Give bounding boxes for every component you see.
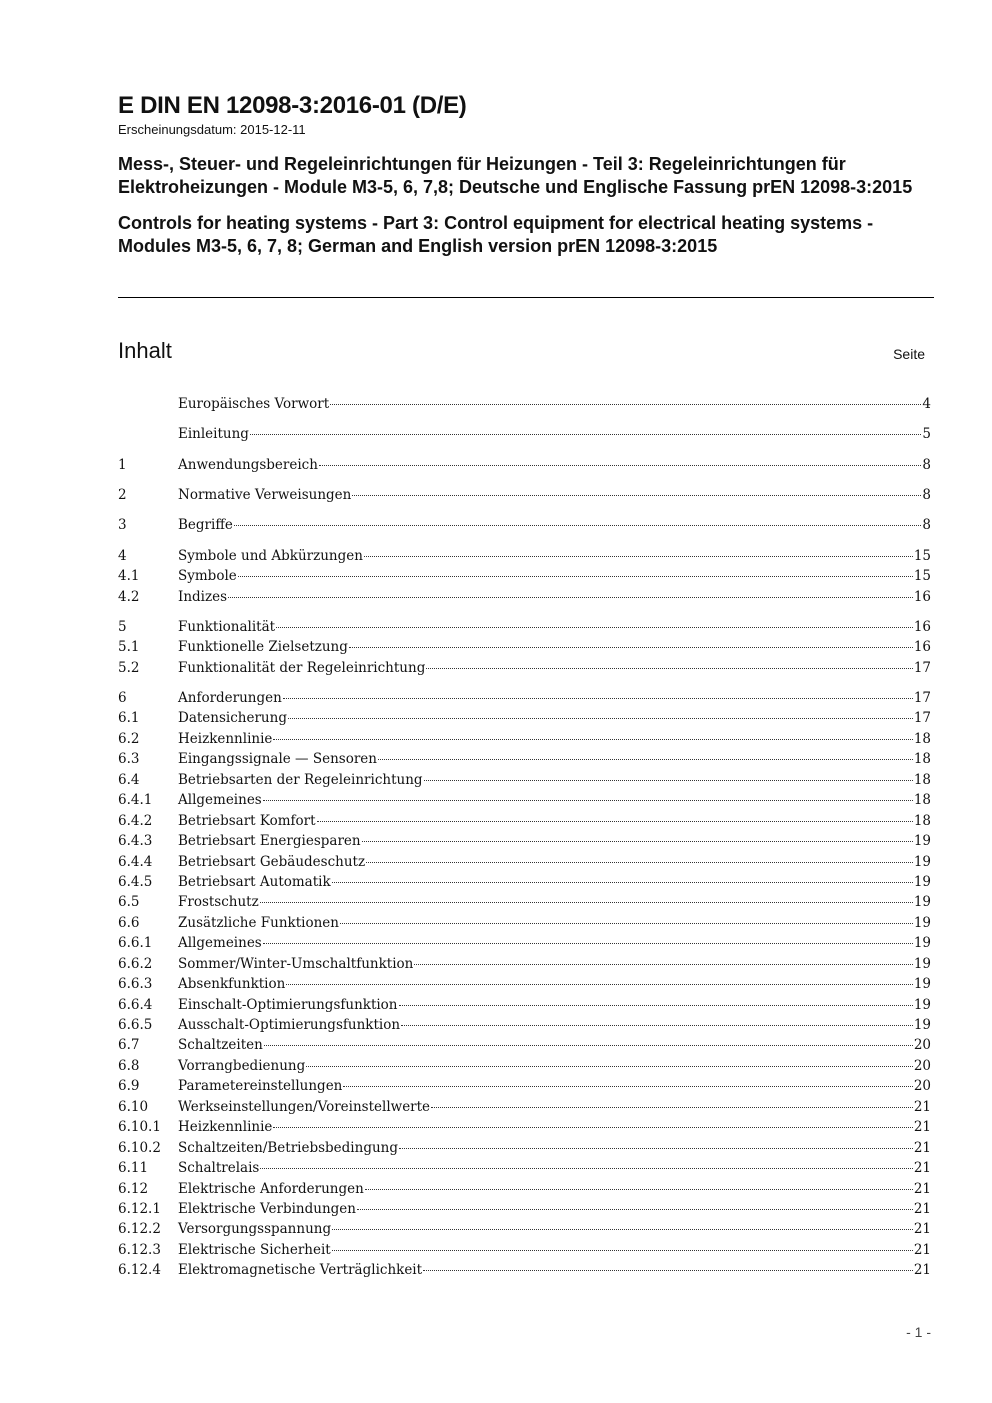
toc-entry-number: 6.4 — [118, 771, 140, 788]
contents-heading: Inhalt — [118, 338, 172, 363]
toc-entry-label: Frostschutz — [178, 894, 259, 911]
toc-entry-label: Funktionelle Zielsetzung — [178, 639, 348, 656]
toc-entry-page: 16 — [913, 618, 931, 635]
toc-entry-label: Parametereinstellungen — [178, 1078, 343, 1095]
toc-entry-page: 17 — [913, 659, 931, 676]
toc-leader-dots — [306, 1064, 913, 1067]
toc-entry[interactable] — [118, 790, 931, 810]
toc-entry[interactable] — [118, 1117, 931, 1137]
toc-entry-number: 6.4.2 — [118, 812, 153, 829]
toc-entry-label: Heizkennlinie — [178, 730, 273, 747]
toc-entry-page: 21 — [913, 1241, 931, 1258]
toc-entry-label: Versorgungsspannung — [178, 1221, 332, 1238]
toc-entry-label: Ausschalt-Optimierungsfunktion — [178, 1017, 401, 1034]
toc-entry-number: 5.1 — [118, 639, 140, 656]
toc-entry-number: 6.10.1 — [118, 1119, 161, 1136]
toc-entry-page: 8 — [922, 456, 931, 473]
toc-entry-label: Eingangssignale — Sensoren — [178, 751, 377, 768]
toc-entry-page: 17 — [913, 690, 931, 707]
toc-entry-label: Heizkennlinie — [178, 1119, 273, 1136]
toc-leader-dots — [273, 737, 912, 740]
toc-entry-label: Elektrische Anforderungen — [178, 1180, 364, 1197]
toc-entry-label: Symbole — [178, 568, 237, 585]
toc-leader-dots — [332, 1248, 913, 1251]
english-title: Controls for heating systems - Part 3: Control equipment for electrical heating systems - Modules M3-5, 6, 7, 8; German and English version prEN 12098-3:2015 — [118, 213, 874, 256]
toc-entry-number: 6.7 — [118, 1037, 140, 1054]
toc-entry-number: 6.3 — [118, 751, 140, 768]
toc-entry[interactable] — [118, 749, 931, 769]
toc-entry-page: 21 — [913, 1160, 931, 1177]
toc-entry-label: Schaltzeiten — [178, 1037, 263, 1054]
toc-entry[interactable] — [118, 1219, 931, 1239]
toc-entry-page: 20 — [913, 1057, 931, 1074]
toc-entry-label: Betriebsart Energiesparen — [178, 833, 361, 850]
toc-leader-dots — [343, 1084, 912, 1087]
toc-entry-number: 6.12.3 — [118, 1241, 161, 1258]
toc-leader-dots — [286, 982, 912, 985]
toc-entry-number: 5.2 — [118, 659, 140, 676]
toc-leader-dots — [365, 1187, 913, 1190]
toc-entry[interactable] — [118, 617, 931, 637]
toc-leader-dots — [330, 402, 921, 405]
toc-entry-label: Betriebsart Gebäudeschutz — [178, 853, 366, 870]
toc-entry-label: Indizes — [178, 588, 228, 605]
toc-entry-number: 6.12.4 — [118, 1262, 161, 1279]
toc-entry-label: Allgemeines — [178, 792, 262, 809]
toc-entry-page: 19 — [913, 976, 931, 993]
toc-entry[interactable] — [118, 1158, 931, 1178]
document-header — [118, 92, 934, 258]
toc-entry-label: Werkseinstellungen/Voreinstellwerte — [178, 1098, 431, 1115]
toc-entry[interactable] — [118, 1097, 931, 1117]
toc-leader-dots — [288, 716, 913, 719]
toc-entry-number: 6.10 — [118, 1098, 149, 1115]
toc-entry[interactable] — [118, 708, 931, 728]
toc-entry-number: 6.9 — [118, 1078, 140, 1095]
toc-entry-page: 19 — [913, 873, 931, 890]
toc-entry-page: 15 — [913, 568, 931, 585]
toc-entry[interactable] — [118, 811, 931, 831]
toc-entry-label: Anwendungsbereich — [178, 456, 318, 473]
toc-entry-label: Vorrangbedienung — [178, 1057, 306, 1074]
toc-entry-number: 6.12.2 — [118, 1221, 161, 1238]
toc-entry-page: 8 — [922, 486, 931, 503]
toc-entry-number: 6.5 — [118, 894, 140, 911]
toc-entry-page: 19 — [913, 894, 931, 911]
toc-entry[interactable] — [118, 729, 931, 749]
toc-entry[interactable] — [118, 515, 931, 535]
toc-entry-number: 6.6.1 — [118, 935, 153, 952]
toc-entry-number: 6.4.4 — [118, 853, 153, 870]
toc-entry-page: 19 — [913, 955, 931, 972]
page-column-heading: Seite — [893, 346, 925, 362]
toc-leader-dots — [250, 432, 921, 435]
page-number: - 1 - — [906, 1324, 931, 1340]
toc-entry-label: Datensicherung — [178, 710, 287, 727]
toc-leader-dots — [332, 880, 913, 883]
toc-entry-label: Zusätzliche Funktionen — [178, 914, 339, 931]
toc-leader-dots — [378, 757, 913, 760]
toc-entry[interactable] — [118, 770, 931, 790]
toc-entry[interactable] — [118, 1138, 931, 1158]
toc-entry-label: Funktionalität der Regeleinrichtung — [178, 659, 426, 676]
toc-entry[interactable] — [118, 954, 931, 974]
toc-entry-number: 5 — [118, 618, 127, 635]
toc-entry-number: 6.4.3 — [118, 833, 153, 850]
toc-entry-page: 18 — [913, 792, 931, 809]
toc-entry[interactable] — [118, 913, 931, 933]
toc-entry-number: 6 — [118, 690, 127, 707]
toc-entry-page: 16 — [913, 639, 931, 656]
toc-entry-page: 19 — [913, 914, 931, 931]
toc-entry-number: 1 — [118, 456, 127, 473]
toc-leader-dots — [273, 1125, 912, 1128]
toc-entry-number: 2 — [118, 486, 127, 503]
toc-entry[interactable] — [118, 546, 931, 566]
toc-leader-dots — [260, 1166, 912, 1169]
title-rule — [118, 297, 934, 298]
toc-leader-dots — [399, 1146, 913, 1149]
toc-entry[interactable] — [118, 587, 931, 607]
toc-entry[interactable] — [118, 974, 931, 994]
toc-entry-label: Elektromagnetische Verträglichkeit — [178, 1262, 423, 1279]
toc-entry[interactable] — [118, 1076, 931, 1096]
toc-entry[interactable] — [118, 658, 931, 678]
toc-entry-number: 6.1 — [118, 710, 140, 727]
toc-entry-page: 18 — [913, 751, 931, 768]
toc-entry[interactable] — [118, 1056, 931, 1076]
toc-leader-dots — [276, 625, 913, 628]
toc-entry-page: 5 — [922, 426, 931, 443]
toc-entry[interactable] — [118, 1015, 931, 1035]
toc-entry-number: 6.6.5 — [118, 1017, 153, 1034]
toc-entry-page: 19 — [913, 853, 931, 870]
toc-entry-label: Schaltrelais — [178, 1160, 260, 1177]
toc-entry-label: Anforderungen — [178, 690, 282, 707]
toc-entry-number: 4.2 — [118, 588, 140, 605]
toc-entry-page: 19 — [913, 996, 931, 1013]
toc-leader-dots — [228, 595, 913, 598]
toc-entry[interactable] — [118, 455, 931, 475]
toc-leader-dots — [349, 645, 913, 648]
toc-entry[interactable] — [118, 1179, 931, 1199]
toc-leader-dots — [423, 1268, 913, 1271]
document-title: E DIN EN 12098-3:2016-01 (D/E) — [118, 92, 467, 119]
toc-entry-number: 6.11 — [118, 1160, 149, 1177]
toc-entry-page: 18 — [913, 771, 931, 788]
toc-leader-dots — [401, 1023, 913, 1026]
toc-entry-label: Einleitung — [178, 426, 249, 443]
toc-entry-label: Elektrische Sicherheit — [178, 1241, 331, 1258]
toc-entry[interactable] — [118, 1199, 931, 1219]
toc-entry[interactable] — [118, 424, 931, 444]
toc-entry[interactable] — [118, 485, 931, 505]
toc-entry-page: 19 — [913, 1017, 931, 1034]
toc-entry-page: 21 — [913, 1119, 931, 1136]
toc-entry-number: 6.4.5 — [118, 873, 153, 890]
toc-entry-page: 8 — [922, 517, 931, 534]
toc-entry-number: 6.12.1 — [118, 1200, 161, 1217]
toc-leader-dots — [340, 921, 913, 924]
toc-entry-number: 6.4.1 — [118, 792, 153, 809]
toc-leader-dots — [234, 523, 922, 526]
toc-entry-number: 6.2 — [118, 730, 140, 747]
toc-leader-dots — [357, 1207, 913, 1210]
toc-entry-number: 3 — [118, 517, 127, 534]
toc-entry[interactable] — [118, 637, 931, 657]
toc-entry-label: Normative Verweisungen — [178, 486, 352, 503]
toc-leader-dots — [263, 798, 913, 801]
toc-entry-label: Einschalt-Optimierungsfunktion — [178, 996, 398, 1013]
toc-leader-dots — [426, 666, 912, 669]
toc-entry-label: Funktionalität — [178, 618, 276, 635]
toc-entry-number: 6.6.2 — [118, 955, 153, 972]
toc-entry[interactable] — [118, 566, 931, 586]
toc-entry-label: Betriebsarten der Regeleinrichtung — [178, 771, 423, 788]
toc-leader-dots — [319, 463, 921, 466]
toc-entry-page: 16 — [913, 588, 931, 605]
toc-leader-dots — [366, 860, 913, 863]
toc-entry-label: Allgemeines — [178, 935, 262, 952]
toc-entry-number: 6.6 — [118, 914, 140, 931]
toc-entry-page: 4 — [922, 396, 931, 412]
toc-entry-page: 17 — [913, 710, 931, 727]
toc-entry-number: 6.12 — [118, 1180, 149, 1197]
toc-entry-label: Europäisches Vorwort — [178, 396, 330, 412]
toc-leader-dots — [414, 962, 912, 965]
toc-entry-number: 6.10.2 — [118, 1139, 161, 1156]
toc-entry[interactable] — [118, 688, 931, 708]
toc-entry-page: 21 — [913, 1098, 931, 1115]
toc-entry-page: 19 — [913, 935, 931, 952]
toc-leader-dots — [283, 696, 913, 699]
toc-entry-number: 4.1 — [118, 568, 140, 585]
toc-entry-page: 15 — [913, 547, 931, 564]
toc-entry-label: Absenkfunktion — [178, 976, 286, 993]
toc-entry-page: 21 — [913, 1262, 931, 1279]
german-title: Mess-, Steuer- und Regeleinrichtungen für Heizungen - Teil 3: Regeleinrichtungen für Elektroheizungen - Module M3-5, 6, 7,8; Deutsche und Englische Fassung prEN 12098-3:2015 — [118, 154, 913, 197]
toc-entry-page: 21 — [913, 1139, 931, 1156]
toc-leader-dots — [238, 574, 913, 577]
toc-entry-label: Begriffe — [178, 517, 233, 534]
toc-leader-dots — [424, 778, 913, 781]
toc-entry-label: Betriebsart Automatik — [178, 873, 331, 890]
toc-entry[interactable] — [118, 872, 931, 892]
table-of-contents — [118, 394, 931, 1281]
toc-entry-page: 20 — [913, 1037, 931, 1054]
toc-entry[interactable] — [118, 892, 931, 912]
toc-entry-label: Elektrische Verbindungen — [178, 1200, 356, 1217]
toc-leader-dots — [352, 493, 921, 496]
toc-entry[interactable] — [118, 933, 931, 953]
toc-entry-page: 18 — [913, 812, 931, 829]
toc-leader-dots — [317, 819, 913, 822]
toc-entry-number: 4 — [118, 547, 127, 564]
toc-entry-page: 19 — [913, 833, 931, 850]
toc-entry[interactable] — [118, 995, 931, 1015]
toc-entry-label: Sommer/Winter-Umschaltfunktion — [178, 955, 414, 972]
toc-entry-page: 21 — [913, 1221, 931, 1238]
toc-entry-label: Betriebsart Komfort — [178, 812, 316, 829]
toc-leader-dots — [364, 554, 913, 557]
toc-entry[interactable] — [118, 831, 931, 851]
toc-entry-label: Symbole und Abkürzungen — [178, 547, 363, 564]
toc-entry[interactable] — [118, 1260, 931, 1280]
toc-entry[interactable] — [118, 852, 931, 872]
toc-leader-dots — [332, 1227, 913, 1230]
toc-entry[interactable] — [118, 1240, 931, 1260]
toc-entry-label: Schaltzeiten/Betriebsbedingung — [178, 1139, 398, 1156]
toc-entry[interactable] — [118, 394, 931, 414]
toc-entry-number: 6.6.3 — [118, 976, 153, 993]
toc-entry[interactable] — [118, 1035, 931, 1055]
toc-entry-page: 18 — [913, 730, 931, 747]
toc-entry-page: 21 — [913, 1200, 931, 1217]
toc-entry-page: 21 — [913, 1180, 931, 1197]
toc-entry-number: 6.6.4 — [118, 996, 153, 1013]
toc-leader-dots — [399, 1003, 913, 1006]
toc-entry-number: 6.8 — [118, 1057, 140, 1074]
toc-leader-dots — [431, 1105, 913, 1108]
publication-date: Erscheinungsdatum: 2015-12-11 — [118, 122, 306, 137]
toc-leader-dots — [264, 1043, 913, 1046]
toc-leader-dots — [260, 900, 913, 903]
toc-entry-page: 20 — [913, 1078, 931, 1095]
toc-leader-dots — [362, 839, 913, 842]
toc-leader-dots — [263, 941, 913, 944]
